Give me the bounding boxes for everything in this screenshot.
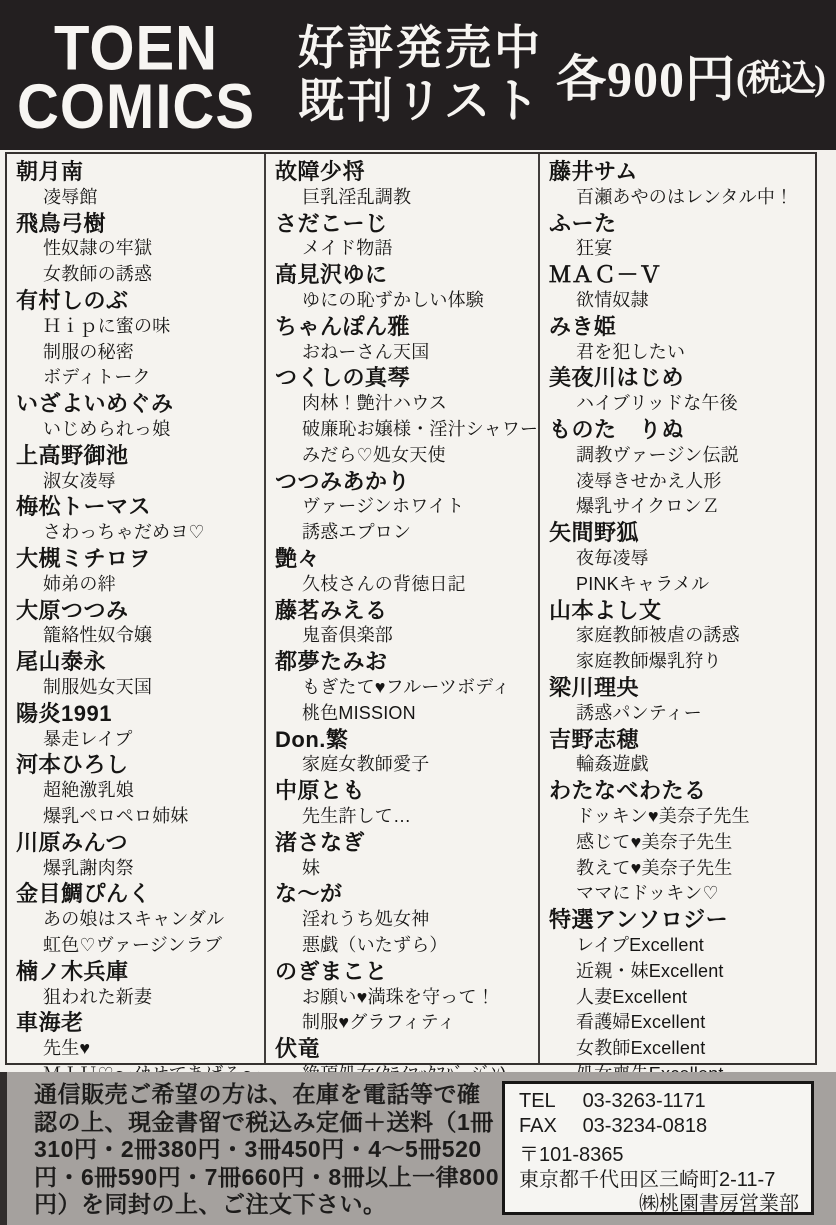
author-name: 尾山泰永	[16, 649, 107, 675]
list-column-3	[540, 154, 815, 1063]
author-name: 車海老	[16, 1010, 84, 1036]
author-name: 藤茗みえる	[275, 597, 388, 623]
book-title: 爆乳謝肉祭	[43, 857, 134, 878]
mail-order-info: 通信販売ご希望の方は、在庫を電話等で確認の上、現金書留で税込み定価＋送料（1冊310円・2冊380円・3冊450円・4～5冊520円・6冊590円・7冊660円・8冊以上一律800円）を同封の上、ご注文下さい。	[34, 1081, 499, 1217]
tel-number: 03-3263-1171	[582, 1090, 706, 1112]
book-title: 姉弟の絆	[43, 573, 116, 594]
book-title: PINKキャラメル	[576, 573, 710, 594]
promo-line-2: 既刊リスト	[298, 73, 543, 128]
book-title: 淑女凌辱	[43, 470, 116, 491]
author-name: 大原つつみ	[16, 597, 129, 623]
price-main: 各900円	[556, 51, 737, 107]
book-title: 久枝さんの背徳日記	[302, 573, 466, 594]
author-name: さだこーじ	[275, 210, 388, 236]
book-title: いじめられっ娘	[43, 418, 171, 439]
book-title: 百瀬あやのはレンタル中！	[576, 186, 794, 207]
tel-row	[519, 1089, 799, 1114]
book-title: ゆにの恥ずかしい体験	[302, 289, 484, 310]
book-title: 輪姦遊戯	[576, 754, 649, 775]
author-name: 山本よし文	[549, 597, 662, 623]
fax-label: FAX	[519, 1114, 557, 1137]
book-title: 虹色♡ヴァージンラブ	[43, 934, 223, 955]
author-name: 上高野御池	[16, 442, 129, 468]
postal-code: 〒101-8365	[519, 1144, 624, 1166]
author-name: 金目鯛ぴんく	[16, 881, 152, 907]
author-name: いざよいめぐみ	[16, 391, 174, 417]
list-column-1	[7, 154, 266, 1063]
book-title: 籠絡性奴令嬢	[43, 625, 153, 646]
promo-line-1: 好評発売中	[298, 21, 543, 75]
author-name: わたなべわたる	[549, 778, 707, 804]
book-title: 性奴隷の牢獄	[43, 238, 153, 259]
price-text	[556, 39, 824, 111]
book-list-table	[5, 152, 817, 1065]
book-title: 誘惑エプロン	[302, 522, 412, 543]
book-title: 感じて♥美奈子先生	[576, 831, 733, 852]
book-title: 超絶激乳娘	[43, 780, 134, 801]
footer	[0, 1072, 836, 1225]
book-title: 教えて♥美奈子先生	[576, 857, 733, 878]
book-title: 欲情奴隷	[576, 289, 649, 310]
book-title: 狙われた新妻	[43, 986, 153, 1007]
author-name: つくしの真琴	[275, 365, 411, 391]
author-name: 艶々	[275, 545, 321, 571]
company-name: ㈱桃園書房営業部	[639, 1193, 799, 1215]
book-title: 巨乳淫乱調教	[302, 186, 412, 207]
author-name: 梅松トーマス	[16, 494, 152, 520]
author-name: みき姫	[549, 313, 617, 339]
author-name: つつみあかり	[275, 468, 411, 494]
price-tax-note: (税込)	[736, 57, 824, 98]
book-title: 制服の秘密	[43, 341, 134, 362]
page-edge-shadow	[0, 1072, 7, 1225]
author-name: 河本ひろし	[16, 752, 129, 778]
book-title: ママにドッキン♡	[576, 883, 719, 904]
logo-line-toen: TOEN	[53, 13, 219, 84]
book-title: 先生許して…	[302, 805, 412, 826]
book-title: 肉林！艶汁ハウス	[302, 393, 448, 414]
author-name: 高見沢ゆに	[275, 262, 388, 288]
toen-comics-logo	[0, 13, 272, 142]
tel-label: TEL	[519, 1090, 556, 1112]
author-name: 飛鳥弓樹	[16, 210, 107, 236]
book-title: メイド物語	[302, 238, 393, 259]
author-name: 中原とも	[275, 778, 366, 804]
book-title: 妹	[302, 857, 321, 878]
promo-text	[298, 22, 543, 127]
book-title: 先生♥	[43, 1038, 91, 1059]
book-title: 桃色MISSION	[302, 702, 416, 723]
book-title: もぎたて♥フルーツボディ	[302, 676, 511, 697]
author-name: ＭＡＣ－Ｖ	[549, 262, 662, 288]
fax-number: 03-3234-0818	[582, 1114, 708, 1137]
book-title: 人妻Excellent	[576, 986, 688, 1007]
book-title: ハイブリッドな午後	[576, 393, 738, 414]
logo-line-comics: COMICS	[17, 71, 255, 142]
book-title: 破廉恥お嬢様・淫汁シャワー	[302, 418, 539, 439]
book-title: 悪戯（いたずら）	[302, 934, 448, 955]
book-title: 家庭教師被虐の誘惑	[576, 625, 740, 646]
book-title: 調教ヴァージン伝説	[576, 444, 739, 465]
author-name: 渚さなぎ	[275, 829, 366, 855]
author-name: 川原みんつ	[16, 829, 129, 855]
list-column-2	[266, 154, 540, 1063]
book-title: レイプExcellent	[576, 934, 704, 955]
contact-box	[502, 1081, 814, 1215]
author-name: ものた りぬ	[549, 416, 685, 442]
book-title: 凌辱きせかえ人形	[576, 470, 722, 491]
book-title: 制服♥グラフィティ	[302, 1012, 456, 1033]
author-name: 吉野志穂	[549, 726, 640, 752]
book-title: 暴走レイプ	[43, 728, 133, 749]
author-name: 都夢たみお	[275, 649, 388, 675]
book-title: 狂宴	[576, 238, 613, 259]
author-name: 大槻ミチロヲ	[16, 545, 152, 571]
author-name: ふーた	[549, 210, 617, 236]
author-name: Don.繁	[275, 726, 349, 752]
book-title: 鬼畜倶楽部	[302, 625, 393, 646]
book-title: Ｈｉｐに蜜の味	[43, 315, 171, 336]
author-name: 矢間野狐	[549, 520, 640, 546]
book-title: 女教師の誘惑	[43, 264, 153, 285]
author-name: のぎまこと	[275, 958, 388, 984]
author-name: ちゃんぽん雅	[275, 313, 411, 339]
book-title: おねーさん天国	[302, 341, 430, 362]
book-title: 制服処女天国	[43, 676, 153, 697]
author-name: 故障少将	[275, 159, 366, 184]
author-name: 特選アンソロジー	[549, 907, 729, 933]
book-title: 看護婦Excellent	[576, 1012, 706, 1033]
book-title: 爆乳サイクロンＺ	[576, 496, 720, 517]
book-title: 女教師Excellent	[576, 1038, 706, 1059]
author-name: 陽炎1991	[16, 700, 112, 726]
book-title: 凌辱館	[43, 186, 98, 207]
book-title: お願い♥満珠を守って！	[302, 986, 495, 1007]
book-title: 家庭教師爆乳狩り	[576, 651, 722, 672]
author-name: 楠ノ木兵庫	[16, 958, 129, 984]
address: 東京都千代田区三崎町2-11-7	[519, 1168, 776, 1191]
author-name: 伏竜	[275, 1036, 321, 1062]
book-title: 夜毎凌辱	[576, 547, 649, 568]
fax-row	[519, 1114, 799, 1139]
book-title: ヴァージンホワイト	[302, 496, 465, 517]
author-name: 藤井サム	[549, 159, 638, 184]
book-title: ドッキン♥美奈子先生	[576, 805, 750, 826]
book-title: 家庭女教師愛子	[302, 754, 430, 775]
book-title: 淫れうち処女神	[302, 909, 430, 930]
author-name: 梁川理央	[549, 674, 640, 700]
author-name: な～が	[275, 881, 343, 907]
header-bar	[0, 0, 836, 150]
author-name: 有村しのぶ	[16, 287, 129, 313]
book-title: 誘惑パンティー	[576, 702, 702, 723]
author-name: 美夜川はじめ	[549, 365, 685, 391]
book-title: さわっちゃだめヨ♡	[43, 522, 205, 543]
book-title: ボディトーク	[43, 367, 151, 388]
book-title: みだら♡処女天使	[302, 444, 446, 465]
book-title: 君を犯したい	[576, 341, 686, 362]
author-name: 朝月南	[16, 159, 84, 184]
book-title: あの娘はスキャンダル	[43, 909, 225, 930]
book-title: 爆乳ペロペロ姉妹	[43, 805, 189, 826]
book-title: 近親・妹Excellent	[576, 960, 724, 981]
